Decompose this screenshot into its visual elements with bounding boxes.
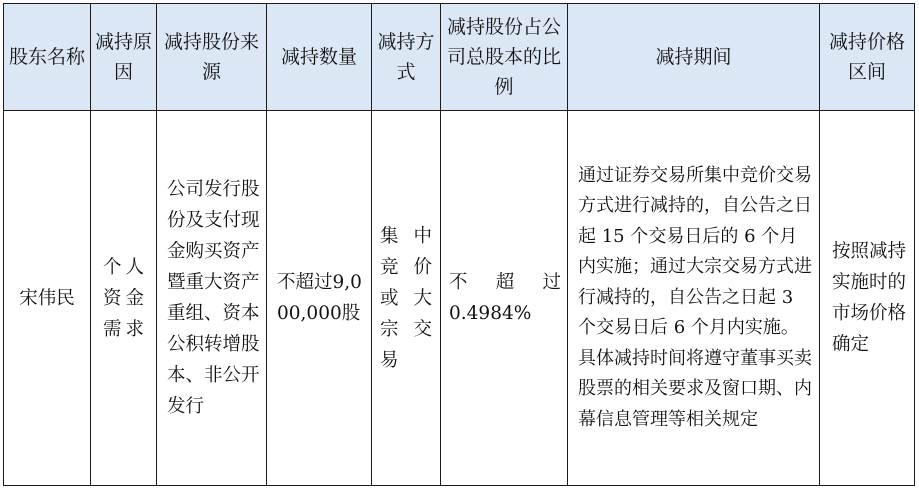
header-shareholder-name: 股东名称 [4, 4, 91, 111]
table-row [4, 111, 915, 486]
cell-share-source [157, 111, 267, 486]
header-row [4, 4, 915, 111]
header-share-source: 减持股份来源 [157, 4, 267, 111]
price-range: 按照减持实施时的市场价格确定 [832, 241, 907, 355]
reduction-period: 通过证券交易所集中竞价交易方式进行减持的，自公告之日起 15 个交易日后的 6 个月内实施；通过大宗交易方式进行减持的，自公告之日起 3 个交易日后 6 个月内实施。具体减持时间将遵守董事买卖股票的相关要求及窗口期、内幕信息管理等相关规定 [578, 164, 812, 430]
header-reduction-quantity: 减持数量 [267, 4, 372, 111]
header-reduction-period: 减持期间 [568, 4, 820, 111]
cell-reduction-method [372, 111, 441, 486]
reduction-reason: 个人资金需求 [103, 256, 144, 340]
ratio-label: 不 超 过 [449, 272, 561, 293]
cell-reduction-quantity [267, 111, 372, 486]
ratio-value: 0.4984% [449, 303, 532, 324]
share-reduction-table [3, 3, 915, 486]
header-price-range: 减持价格区间 [820, 4, 915, 111]
header-reduction-method: 减持方式 [372, 4, 441, 111]
cell-reduction-reason [91, 111, 157, 486]
cell-ratio-to-total-shares [441, 111, 568, 486]
shareholder-name: 宋伟民 [19, 287, 75, 309]
reduction-quantity: 不超过9,000,000股 [277, 272, 362, 324]
reduction-method: 集中竞价或大宗交易 [380, 225, 432, 371]
cell-price-range [820, 111, 915, 486]
share-source: 公司发行股份及支付现金购买资产暨重大资产重组、资本公积转增股本、非公开发行 [167, 179, 260, 417]
cell-reduction-period [568, 111, 820, 486]
header-reduction-reason: 减持原因 [91, 4, 157, 111]
cell-shareholder-name [4, 111, 91, 486]
header-ratio-to-total-shares: 减持股份占公司总股本的比例 [441, 4, 568, 111]
